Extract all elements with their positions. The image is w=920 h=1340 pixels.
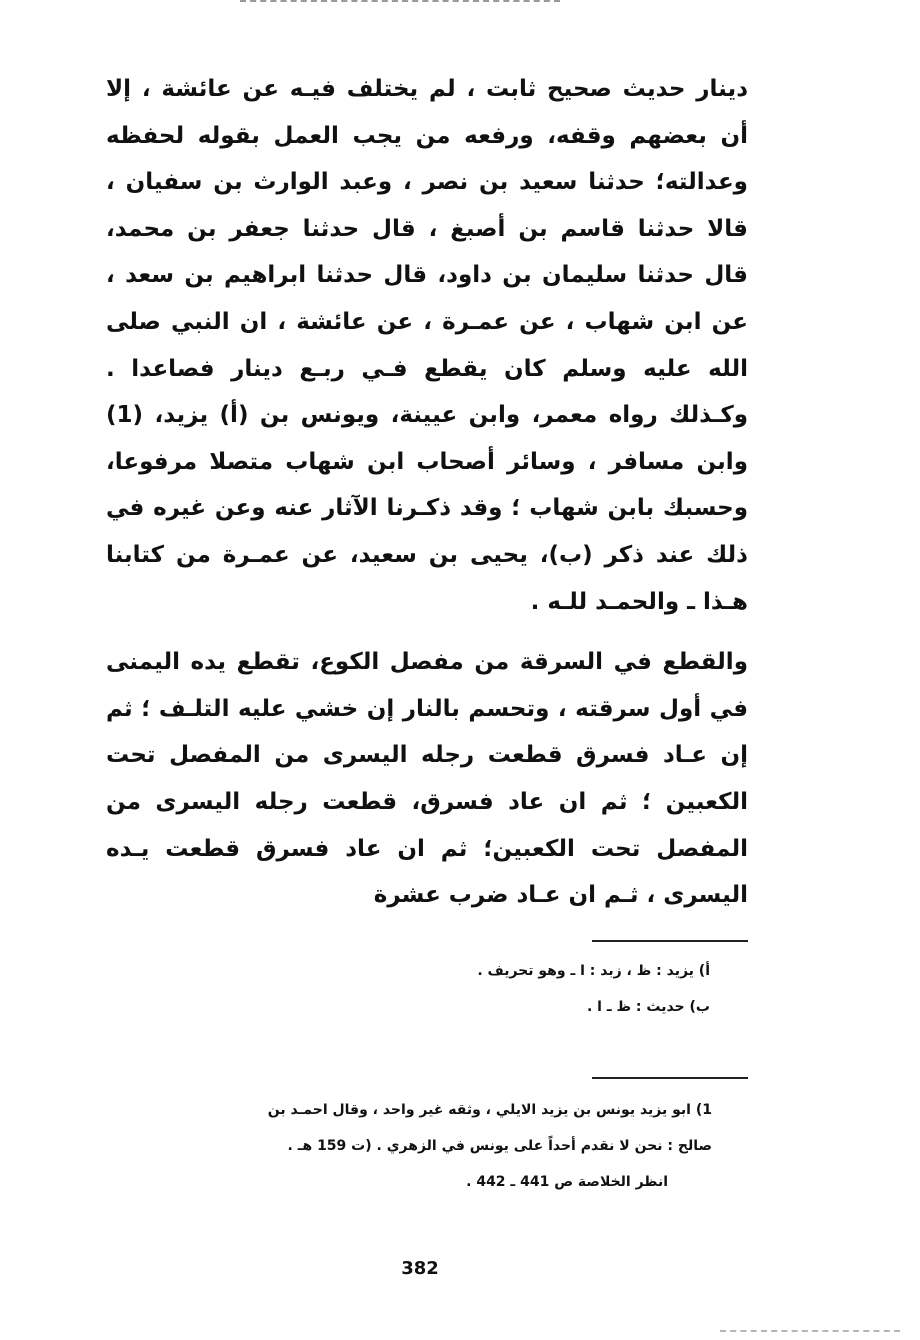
scan-edge-marks-bottom <box>720 1330 900 1336</box>
text-line: يزيد، (1) وابن مسافر ، وسائر أصحاب ابن شهاب متصلا مرفوعا، <box>106 402 748 475</box>
paragraph-hadith <box>106 66 748 625</box>
text-line: عند ذكر (ب)، يحيى بن سعيد، عن عمـرة من كتابنا هـذا ـ <box>106 541 748 615</box>
text-line: دينار فصاعدا . وكـذلك رواه معمر، وابن عيينة، ويونس بن (أ) <box>106 355 749 429</box>
variant-note: ب) حديث : ظ ـ ا . <box>586 999 710 1015</box>
footnotes-separator <box>592 1077 748 1079</box>
text-line: دينار حديث صحيح ثابت ، لم يختلف فيـه عن عائشة ، إلا أن <box>106 76 748 149</box>
scan-edge-marks-top <box>240 0 560 8</box>
text-line: عاد فسرق، قطعت رجله اليسرى من المفصل تحت الكعبين؛ ثم <box>106 788 748 862</box>
footnote-line: انظر الخلاصة ص 441 ـ 442 . <box>466 1174 668 1190</box>
text-line: بعضهم وقفه، ورفعه من يجب العمل بقوله لحفظه وعدالته؛ حدثنا <box>106 122 748 196</box>
variant-note: أ) يزيد : ظ ، زبد : ا ـ وهو تحريف . <box>477 963 710 979</box>
text-line: أصبغ ، قال حدثنا جعفر بن محمد، قال حدثنا سليمان بن داود، <box>106 215 748 289</box>
text-line: والحمـد للـه . <box>530 588 680 615</box>
page-number: 382 <box>401 1258 439 1279</box>
footnote-line: 1) ابو يزيد يونس بن يزيد الايلي ، وثقه غير واحد ، وقال احمـد بن <box>267 1102 712 1118</box>
text-line: فسرق قطعت رجله اليسرى من المفصل تحت الكعبين ؛ ثم ان <box>106 742 748 815</box>
text-line: قال حدثنا ابراهيم بن سعد ، عن ابن شهاب ، عن عمـرة ، عن <box>106 262 748 335</box>
text-line: عائشة ، ان النبي صلى الله عليه وسلم كان يقطع فـي ربـع <box>106 308 748 382</box>
text-line: أول سرقته ، وتحسم بالنار إن خشي عليه التلـف ؛ ثم إن عـاد <box>106 695 748 769</box>
text-line: ان عاد فسرق قطعت يـده اليسرى ، ثـم ان عـاد ضرب عشرة <box>106 835 748 909</box>
text-line: والقطع في السرقة من مفصل الكوع، تقطع يده اليمنى في <box>106 649 749 722</box>
footnotes <box>106 1092 712 1200</box>
footnote-line: صالح : نحن لا نقدم أحداً على يونس في الزهري . (ت 159 هـ . <box>287 1138 712 1154</box>
variant-notes <box>330 953 710 1025</box>
main-text-block <box>106 66 748 919</box>
text-line: وحسبك بابن شهاب ؛ وقد ذكـرنا الآثار عنه وعن غيره في ذلك <box>106 495 748 568</box>
paragraph-ruling <box>106 639 748 919</box>
variant-notes-separator <box>592 940 748 942</box>
text-line: سعيد بن نصر ، وعبد الوارث بن سفيان ، قالا حدثنا قاسم بن <box>106 169 748 242</box>
